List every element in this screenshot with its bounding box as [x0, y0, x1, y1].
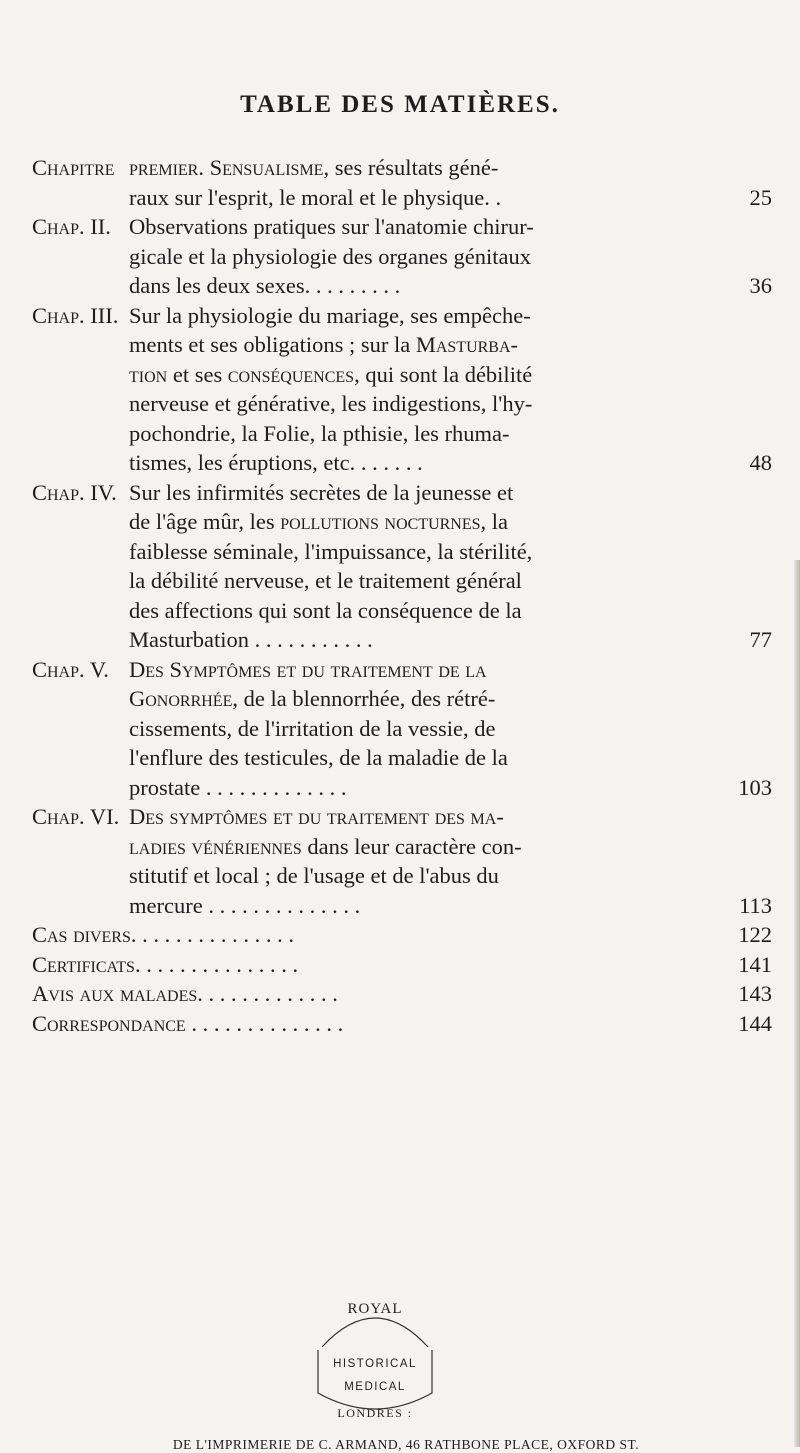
toc-entry-label: Chap. IV.	[32, 479, 117, 505]
toc-entry-line: cissements, de l'irritation de la vessie, de	[129, 715, 496, 741]
toc-entry	[32, 153, 772, 212]
toc-misc-page: 144	[738, 1010, 772, 1036]
toc-entry-label: Chap. II.	[32, 214, 111, 239]
toc-entry-text	[129, 301, 772, 478]
page-edge-shadow	[794, 560, 800, 1447]
toc-entry-line: ladies vénériennes dans leur caractère con-	[129, 833, 522, 859]
toc-entry-line: Gonorrhée, de la blennorrhée, des rétré-	[129, 686, 496, 711]
table-of-contents	[32, 153, 772, 1038]
toc-entry-text	[129, 212, 772, 301]
stamp-line-1: HISTORICAL	[333, 1358, 417, 1370]
toc-entry-line: premier. Sensualisme, ses résultats géné-	[129, 155, 499, 180]
toc-entry-page: 25	[749, 184, 772, 210]
toc-entry-page: 113	[739, 892, 772, 918]
toc-entry-page: 36	[749, 273, 772, 298]
toc-entry-line: faiblesse séminale, l'impuissance, la stérilité,	[129, 538, 533, 564]
toc-entry-line: la débilité nerveuse, et le traitement général	[129, 568, 522, 593]
toc-entry	[32, 478, 772, 655]
toc-entry-page: 77	[749, 627, 772, 652]
toc-entry-line: dans les deux sexes. . . . . . . . .	[129, 273, 401, 298]
toc-misc-label: Avis aux malades. . . . . . . . . . . . .	[32, 981, 338, 1006]
toc-entry-text	[129, 655, 772, 803]
toc-entry-label: Chap. VI.	[32, 804, 120, 829]
toc-entry-text	[129, 153, 772, 212]
toc-entry-line: l'enflure des testicules, de la maladie de la	[129, 745, 508, 770]
toc-entry-line: Sur les infirmités secrètes de la jeunesse et	[129, 479, 514, 505]
toc-entry-line: Masturbation . . . . . . . . . . .	[129, 627, 373, 652]
toc-misc-page: 141	[738, 951, 772, 977]
toc-entry-line: pochondrie, la Folie, la pthisie, les rhuma-	[129, 420, 510, 446]
toc-entry-text	[129, 802, 772, 920]
toc-entry-line: prostate . . . . . . . . . . . . .	[129, 774, 347, 800]
toc-entry	[32, 655, 772, 803]
toc-entry-line: Observations pratiques sur l'anatomie chirur-	[129, 214, 534, 239]
toc-entry-line: raux sur l'esprit, le moral et le physique. .	[129, 184, 502, 210]
toc-entry	[32, 802, 772, 920]
toc-entry-line: nerveuse et générative, les indigestions, l'hy-	[129, 391, 533, 416]
library-stamp	[300, 1295, 450, 1421]
toc-misc-entry	[32, 950, 772, 980]
toc-misc-entry	[32, 1009, 772, 1039]
toc-entry-line: tion et ses conséquences, qui sont la débilité	[129, 361, 533, 387]
toc-entry-line: de l'âge mûr, les pollutions nocturnes, la	[129, 509, 509, 534]
toc-misc-page: 122	[738, 922, 772, 947]
toc-entry-page: 48	[749, 450, 772, 475]
stamp-city: LONDRES :	[337, 1406, 413, 1420]
printer-imprint: DE L'IMPRIMERIE DE C. ARMAND, 46 RATHBONE PLACE, OXFORD ST.	[172, 1437, 640, 1452]
toc-misc-label: Correspondance . . . . . . . . . . . . . .	[32, 1010, 344, 1036]
toc-entry-line: des affections qui sont la conséquence de la	[129, 597, 522, 623]
toc-entry-label: Chapitre	[32, 155, 115, 180]
toc-entry-line: Des Symptômes et du traitement de la	[129, 656, 487, 682]
toc-entry-line: mercure . . . . . . . . . . . . . .	[129, 892, 361, 918]
stamp-top-text: ROYAL	[347, 1301, 403, 1317]
toc-misc-label: Certificats. . . . . . . . . . . . . . .	[32, 951, 299, 977]
toc-entry-page: 103	[738, 774, 772, 800]
toc-misc-entry	[32, 979, 772, 1009]
toc-entry-line: tismes, les éruptions, etc. . . . . . .	[129, 450, 423, 475]
toc-entry-text	[129, 478, 772, 655]
toc-entry-line: stitutif et local ; de l'usage et de l'abus du	[129, 863, 499, 888]
toc-entry-line: Des symptômes et du traitement des ma-	[129, 804, 504, 829]
toc-entry	[32, 301, 772, 478]
toc-entry-label: Chap. V.	[32, 656, 109, 682]
toc-entry-line: gicale et la physiologie des organes génitaux	[129, 243, 531, 269]
toc-entry-line: ments et ses obligations ; sur la Masturba-	[129, 332, 519, 357]
toc-entry-line: Sur la physiologie du mariage, ses empêche-	[129, 302, 531, 328]
toc-misc-entry	[32, 920, 772, 950]
toc-entry	[32, 212, 772, 301]
toc-misc-label: Cas divers. . . . . . . . . . . . . . .	[32, 922, 294, 947]
toc-entry-label: Chap. III.	[32, 302, 119, 328]
stamp-line-2: MEDICAL	[344, 1381, 406, 1393]
toc-misc-page: 143	[738, 981, 772, 1006]
page-title: TABLE DES MATIÈRES.	[240, 91, 560, 118]
